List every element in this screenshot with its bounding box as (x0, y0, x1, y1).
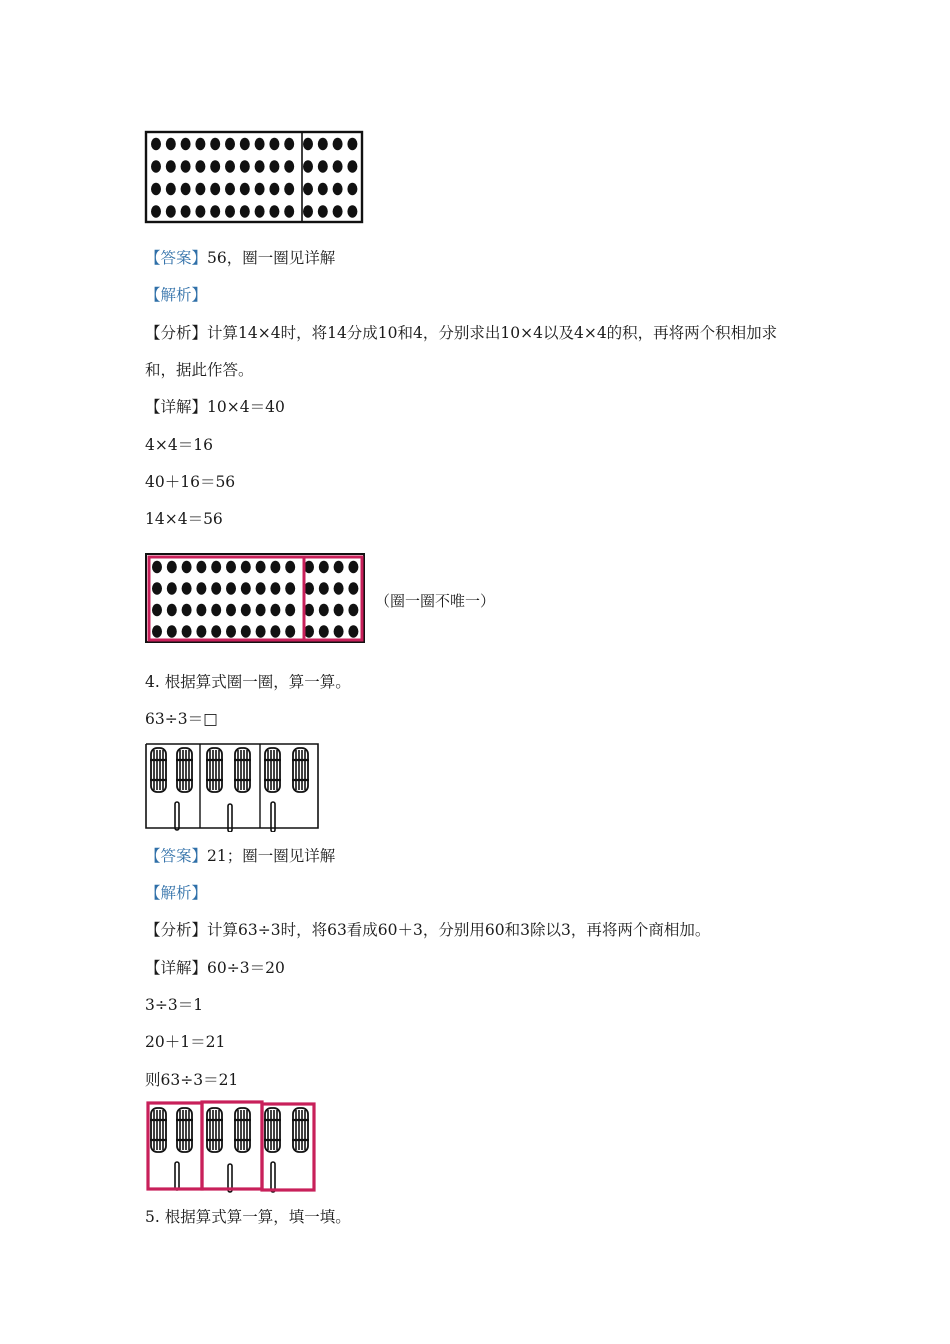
stick-bundle (234, 748, 251, 792)
dot (285, 582, 295, 594)
dot (333, 183, 343, 195)
dot (303, 205, 313, 217)
dot (240, 138, 250, 150)
stick-bundle (176, 748, 193, 792)
dot (226, 625, 236, 637)
dot (319, 604, 329, 616)
dot (333, 138, 343, 150)
dot (166, 138, 176, 150)
stick-bundle (292, 748, 309, 792)
stick-bundle-figure (142, 740, 322, 832)
dot (226, 561, 236, 573)
dot (270, 604, 280, 616)
dot (241, 582, 251, 594)
dot-array-dots (152, 561, 358, 638)
dot (241, 604, 251, 616)
dot (348, 625, 358, 637)
dot (210, 138, 220, 150)
dot (195, 138, 205, 150)
dot (225, 138, 235, 150)
dot (334, 604, 344, 616)
dot (210, 160, 220, 172)
dot (269, 205, 279, 217)
dot (152, 604, 162, 616)
single-stick (175, 802, 179, 830)
q3-fenxi-line2: 和，据此作答。 (145, 361, 254, 379)
dot (270, 582, 280, 594)
dot (151, 183, 161, 195)
circled-stick-bundle-figure (142, 1098, 322, 1194)
dot (211, 604, 221, 616)
q4-title: 4. 根据算式圈一圈，算一算。 (145, 673, 351, 691)
dot (348, 604, 358, 616)
dot (284, 160, 294, 172)
dot (151, 205, 161, 217)
dot (284, 183, 294, 195)
dot (285, 561, 295, 573)
q4-step-2: 3÷3＝1 (145, 996, 204, 1014)
q4-equation: 63÷3＝□ (145, 710, 218, 728)
dot (256, 582, 266, 594)
single-stick (271, 1162, 275, 1192)
dot (318, 183, 328, 195)
dot (195, 205, 205, 217)
dot (319, 582, 329, 594)
dot (318, 205, 328, 217)
dot (255, 183, 265, 195)
dot (318, 160, 328, 172)
stick-bundle (150, 1108, 167, 1152)
dot (167, 582, 177, 594)
dot (181, 183, 191, 195)
dot (347, 183, 357, 195)
dot (255, 205, 265, 217)
dot (182, 561, 192, 573)
q4-analysis-tag: 【解析】 (145, 884, 208, 902)
dot (285, 625, 295, 637)
dot (240, 205, 250, 217)
dot (196, 604, 206, 616)
dot (318, 138, 328, 150)
dot (256, 561, 266, 573)
dot (270, 625, 280, 637)
stick-bundle (206, 1108, 223, 1152)
dot (256, 625, 266, 637)
q3-analysis-tag: 【解析】 (145, 286, 208, 304)
dot (195, 183, 205, 195)
q5-title: 5. 根据算式算一算，填一填。 (145, 1208, 351, 1226)
dot (151, 138, 161, 150)
dot (269, 138, 279, 150)
q3-step-2: 4×4＝16 (145, 436, 213, 454)
stick-bundle (264, 748, 281, 792)
dot (303, 138, 313, 150)
dot (241, 625, 251, 637)
q4-step-4: 则63÷3＝21 (145, 1071, 239, 1089)
circle-group-3 (262, 1104, 314, 1190)
dot (347, 160, 357, 172)
dot (285, 604, 295, 616)
dot (269, 183, 279, 195)
dot (333, 205, 343, 217)
dot (241, 561, 251, 573)
stick-bundle (264, 1108, 281, 1152)
dot (196, 625, 206, 637)
dot (225, 205, 235, 217)
single-stick (175, 1162, 179, 1190)
dot (166, 183, 176, 195)
dot (333, 160, 343, 172)
dot (348, 561, 358, 573)
dot (211, 625, 221, 637)
stick-bundle (176, 1108, 193, 1152)
dot (167, 604, 177, 616)
dot (347, 138, 357, 150)
dot (269, 160, 279, 172)
dot (255, 160, 265, 172)
q4-xiangjie: 【详解】60÷3＝20 (145, 959, 285, 977)
dot (210, 183, 220, 195)
dot (182, 604, 192, 616)
dot (196, 561, 206, 573)
stick-bundle (234, 1108, 251, 1152)
dot (255, 138, 265, 150)
dot (167, 561, 177, 573)
stick-bundle (292, 1108, 309, 1152)
q4-fenxi: 【分析】计算63÷3时，将63看成60＋3，分别用60和3除以3，再将两个商相加。 (145, 921, 711, 939)
dot (303, 183, 313, 195)
dot (334, 625, 344, 637)
dot (152, 561, 162, 573)
stick-bundle (150, 748, 167, 792)
dot (348, 582, 358, 594)
dot (182, 625, 192, 637)
dot (284, 138, 294, 150)
dot (240, 183, 250, 195)
dot (240, 160, 250, 172)
dot (182, 582, 192, 594)
q3-step-4: 14×4＝56 (145, 510, 223, 528)
dot (181, 205, 191, 217)
answer-tag: 【答案】 (145, 249, 208, 267)
q4-step-3: 20＋1＝21 (145, 1033, 226, 1051)
dot (167, 625, 177, 637)
dot-array-figure (142, 126, 368, 228)
dot (181, 138, 191, 150)
dot (225, 183, 235, 195)
dot (181, 160, 191, 172)
circle-note: （圈一圈不唯一） (375, 592, 496, 610)
dot (334, 561, 344, 573)
q3-fenxi-line1: 【分析】计算14×4时，将14分成10和4，分别求出10×4以及4×4的积，再将两个积相加求 (145, 324, 778, 342)
q3-xiangjie: 【详解】10×4＝40 (145, 398, 285, 416)
dot (166, 205, 176, 217)
dot (166, 160, 176, 172)
dot (195, 160, 205, 172)
circled-dot-array-figure (142, 548, 372, 648)
dot (211, 561, 221, 573)
dot (270, 561, 280, 573)
dot (334, 582, 344, 594)
dot (196, 582, 206, 594)
dot (225, 160, 235, 172)
dot (226, 604, 236, 616)
dot (151, 160, 161, 172)
dot (152, 582, 162, 594)
dot (347, 205, 357, 217)
stick-bundle (206, 748, 223, 792)
dot (256, 604, 266, 616)
q3-step-3: 40＋16＝56 (145, 473, 236, 491)
dot (210, 205, 220, 217)
dot (303, 160, 313, 172)
dot (319, 561, 329, 573)
q3-answer: 【答案】56，圈一圈见详解 (145, 249, 336, 267)
dot (284, 205, 294, 217)
dot-array-dots (151, 138, 357, 218)
q4-answer: 【答案】21；圈一圈见详解 (145, 847, 336, 865)
dot (226, 582, 236, 594)
dot (152, 625, 162, 637)
dot (319, 625, 329, 637)
dot (211, 582, 221, 594)
